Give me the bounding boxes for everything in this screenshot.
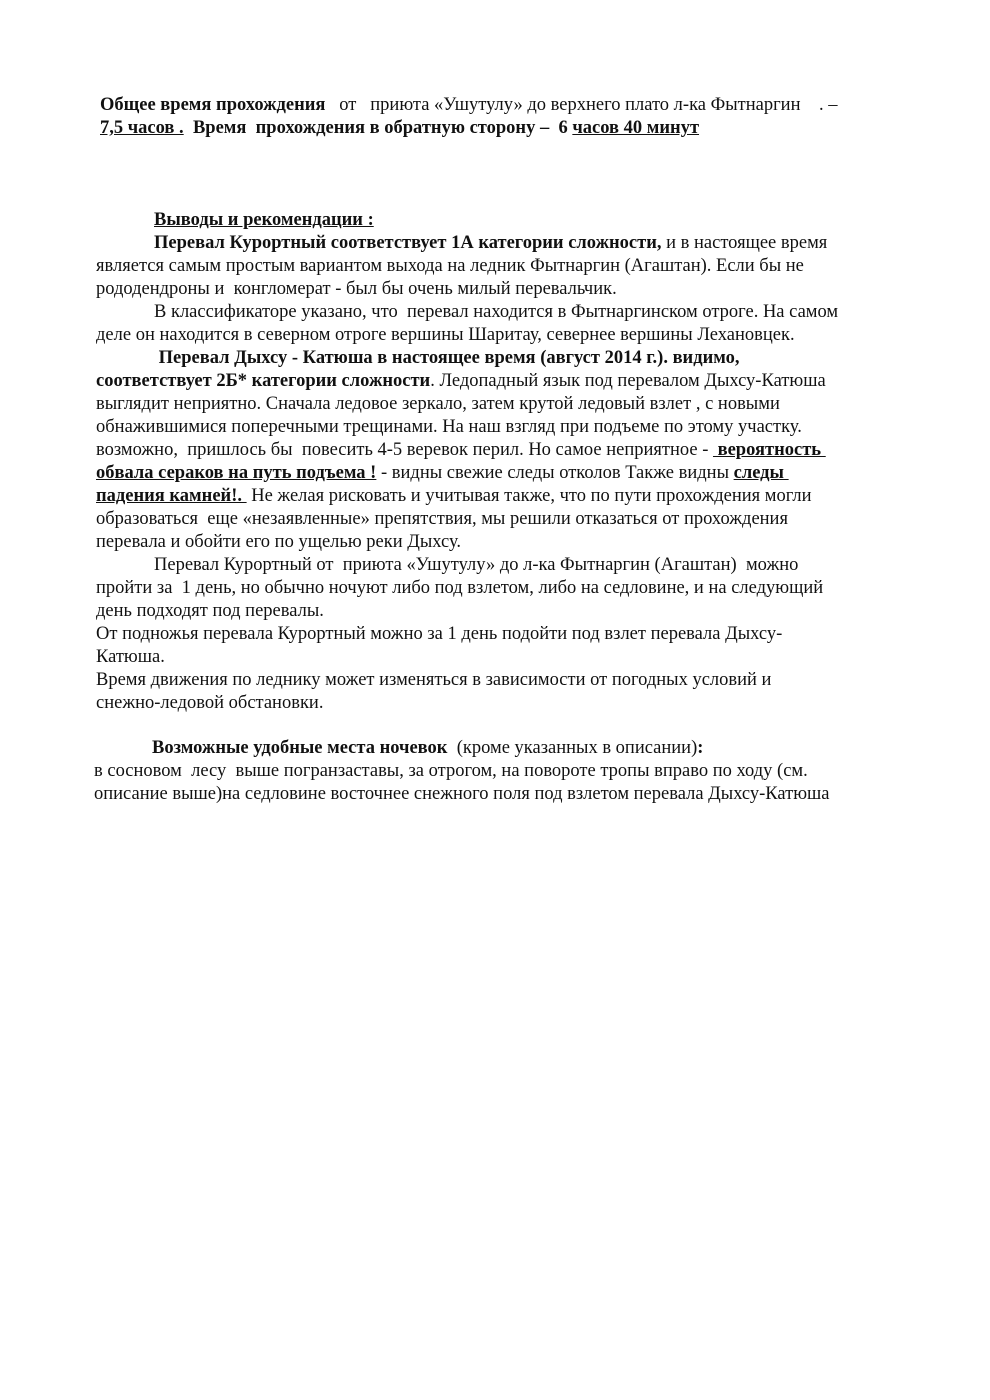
paragraph-approach-2: Катюша. [96, 647, 165, 667]
total-time-value: 7,5 часов . [100, 118, 184, 138]
paragraph-kurortny-1: Перевал Курортный соответствует 1А категории сложности, и в настоящее время [154, 233, 828, 253]
camps-heading: Возможные удобные места ночевок (кроме указанных в описании): [152, 738, 704, 758]
total-time-label: Общее время прохождения [100, 95, 326, 115]
total-time-section [100, 94, 900, 140]
conclusions-heading: Выводы и рекомендации : [154, 210, 374, 230]
paragraph-classifier-2: деле он находится в северном отроге вершины Шаритау, севернее вершины Лехановцек. [96, 325, 795, 345]
paragraph-approach-1: От подножья перевала Курортный можно за 1 день подойти под взлет перевала Дыхсу- [96, 624, 783, 644]
paragraph-classifier-1: В классификаторе указано, что перевал находится в Фытнаргинском отроге. На самом [154, 302, 839, 322]
paragraph-dykhsu-7: падения камней!. Не желая рисковать и учитывая также, что по пути прохождения могли [96, 486, 812, 506]
paragraph-dykhsu-1: Перевал Дыхсу - Катюша в настоящее время (август 2014 г.). видимо, [154, 348, 740, 368]
serac-warning: вероятность [712, 440, 826, 460]
paragraph-glacier-2: снежно-ледовой обстановки. [96, 693, 324, 713]
conclusions-section [96, 209, 896, 715]
camps-section [94, 737, 894, 806]
paragraph-dykhsu-9: перевала и обойти его по ущелью реки Дыхсу. [96, 532, 461, 552]
paragraph-timing-2: пройти за 1 день, но обычно ночуют либо под взлетом, либо на седловине, и на следующий [96, 578, 824, 598]
paragraph-dykhsu-4: обнажившимися поперечными трещинами. На наш взгляд при подъеме по этому участку. [96, 417, 802, 437]
return-time-label: Время прохождения в обратную сторону – 6 [183, 118, 573, 138]
paragraph-dykhsu-6: обвала сераков на путь подъема ! - видны свежие следы отколов Также видны следы [96, 463, 789, 483]
return-time-value: часов 40 минут [572, 118, 700, 138]
paragraph-dykhsu-5: возможно, пришлось бы повесить 4-5 веревок перил. Но самое неприятное - вероятность [96, 440, 826, 460]
paragraph-dykhsu-3: выглядит неприятно. Сначала ледовое зеркало, затем крутой ледовый взлет , с новыми [96, 394, 780, 414]
total-time-line [100, 94, 900, 117]
total-time-from: от приюта «Ушутулу» до верхнего плато л-ка Фытнаргин . – [325, 95, 838, 115]
total-time-line-2 [100, 117, 900, 140]
paragraph-kurortny-3: рододендроны и конгломерат - был бы очень милый перевальчик. [96, 279, 617, 299]
paragraph-glacier-1: Время движения по леднику может изменяться в зависимости от погодных условий и [96, 670, 772, 690]
paragraph-timing-3: день подходят под перевалы. [96, 601, 324, 621]
paragraph-kurortny-2: является самым простым вариантом выхода на ледник Фытнаргин (Агаштан). Если бы не [96, 256, 804, 276]
paragraph-dykhsu-2: соответствует 2Б* категории сложности. Ледопадный язык под перевалом Дыхсу-Катюша [96, 371, 826, 391]
paragraph-dykhsu-8: образоваться еще «незаявленные» препятствия, мы решили отказаться от прохождения [96, 509, 788, 529]
paragraph-timing-1: Перевал Курортный от приюта «Ушутулу» до л-ка Фытнаргин (Агаштан) можно [154, 555, 799, 575]
rockfall-warning: следы [733, 463, 789, 483]
camps-line-1: в сосновом лесу выше погранзаставы, за отрогом, на повороте тропы вправо по ходу (см. [94, 761, 808, 781]
camps-line-2: описание выше)на седловине восточнее снежного поля под взлетом перевала Дыхсу-Катюша [94, 784, 830, 804]
